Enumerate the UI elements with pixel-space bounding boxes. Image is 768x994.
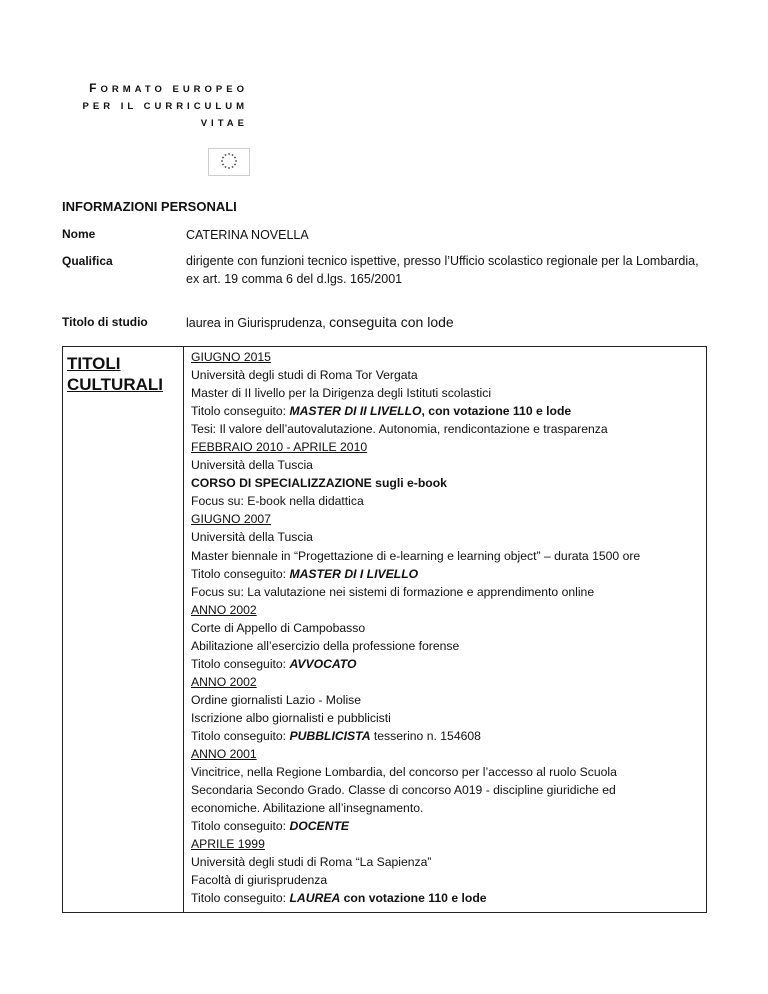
eu-flag-icon bbox=[208, 148, 250, 176]
entry-date: ANNO 2002 bbox=[191, 602, 257, 617]
entry-line: Master biennale in “Progettazione di e-learning e learning object” – durata 1500 ore bbox=[191, 548, 641, 563]
section-title-personal: INFORMAZIONI PERSONALI bbox=[62, 199, 237, 214]
entry-date: ANNO 2002 bbox=[191, 674, 257, 689]
entry-line: Tesi: Il valore dell’autovalutazione. Autonomia, rendicontazione e trasparenza bbox=[191, 422, 608, 437]
titolo-studio-value: laurea in Giurisprudenza, conseguita con lode bbox=[186, 314, 454, 330]
entry-line: Corte di Appello di Campobasso bbox=[191, 620, 366, 635]
entry-title-line: Titolo conseguito: DOCENTE bbox=[191, 819, 350, 834]
entry-line: Vincitrice, nella Regione Lombardia, del concorso per l’accesso al ruolo Scuola bbox=[191, 765, 617, 780]
entry-title-line: Titolo conseguito: MASTER DI I LIVELLO bbox=[191, 566, 419, 581]
titoli-culturali-table bbox=[62, 346, 707, 913]
entry-date: GIUGNO 2007 bbox=[191, 512, 271, 527]
entry-date: GIUGNO 2015 bbox=[191, 350, 271, 364]
entry-line: Focus su: E-book nella didattica bbox=[191, 494, 364, 509]
entry-title-line: Titolo conseguito: PUBBLICISTA tesserino n. 154608 bbox=[191, 728, 481, 743]
nome-label: Nome bbox=[62, 227, 96, 241]
entry-date: APRILE 1999 bbox=[191, 837, 265, 852]
entry-line: Università degli studi di Roma Tor Vergata bbox=[191, 368, 418, 383]
entry-line: Abilitazione all’esercizio della professione forense bbox=[191, 638, 460, 653]
entry-title-line: Titolo conseguito: AVVOCATO bbox=[191, 656, 357, 671]
titolo-studio-label: Titolo di studio bbox=[62, 315, 148, 329]
qualifica-label: Qualifica bbox=[62, 254, 113, 268]
entry-line: Iscrizione albo giornalisti e pubblicisti bbox=[191, 710, 391, 725]
entry-line: Università degli studi di Roma “La Sapienza” bbox=[191, 855, 432, 870]
entry-line: CORSO DI SPECIALIZZAZIONE sugli e-book bbox=[191, 476, 447, 491]
header-line-2: PER IL CURRICULUM bbox=[82, 101, 248, 112]
entry-title-line: Titolo conseguito: LAUREA con votazione 110 e lode bbox=[191, 891, 487, 906]
titoli-culturali-entries bbox=[191, 347, 703, 907]
entry-title-line: Titolo conseguito: MASTER DI II LIVELLO, con votazione 110 e lode bbox=[191, 404, 572, 419]
entry-date: ANNO 2001 bbox=[191, 747, 257, 762]
entry-line: Secondaria Secondo Grado. Classe di concorso A019 - discipline giuridiche ed bbox=[191, 783, 616, 798]
titoli-culturali-label-cell bbox=[63, 347, 184, 912]
entry-line: Ordine giornalisti Lazio - Molise bbox=[191, 692, 362, 707]
entry-date: FEBBRAIO 2010 - APRILE 2010 bbox=[191, 440, 368, 455]
header-line-1: FORMATO EUROPEO bbox=[89, 81, 248, 95]
qualifica-value: dirigente con funzioni tecnico ispettive, presso l’Ufficio scolastico regionale per la Lombardia, ex art. 19 comma 6 del d.lgs. 165/2001 bbox=[186, 254, 699, 286]
entry-line: Università della Tuscia bbox=[191, 458, 313, 473]
entry-line: Facoltà di giurisprudenza bbox=[191, 873, 328, 888]
entry-line: Università della Tuscia bbox=[191, 530, 313, 545]
titoli-culturali-title: TITOLI CULTURALI bbox=[67, 354, 163, 394]
entry-line: economiche. Abilitazione all’insegnamento. bbox=[191, 801, 424, 816]
cv-header bbox=[0, 80, 248, 132]
entry-line: Focus su: La valutazione nei sistemi di formazione e apprendimento online bbox=[191, 584, 595, 599]
entry-line: Master di II livello per la Dirigenza degli Istituti scolastici bbox=[191, 386, 492, 401]
nome-value: CATERINA NOVELLA bbox=[186, 228, 309, 242]
header-line-3: VITAE bbox=[200, 118, 248, 129]
